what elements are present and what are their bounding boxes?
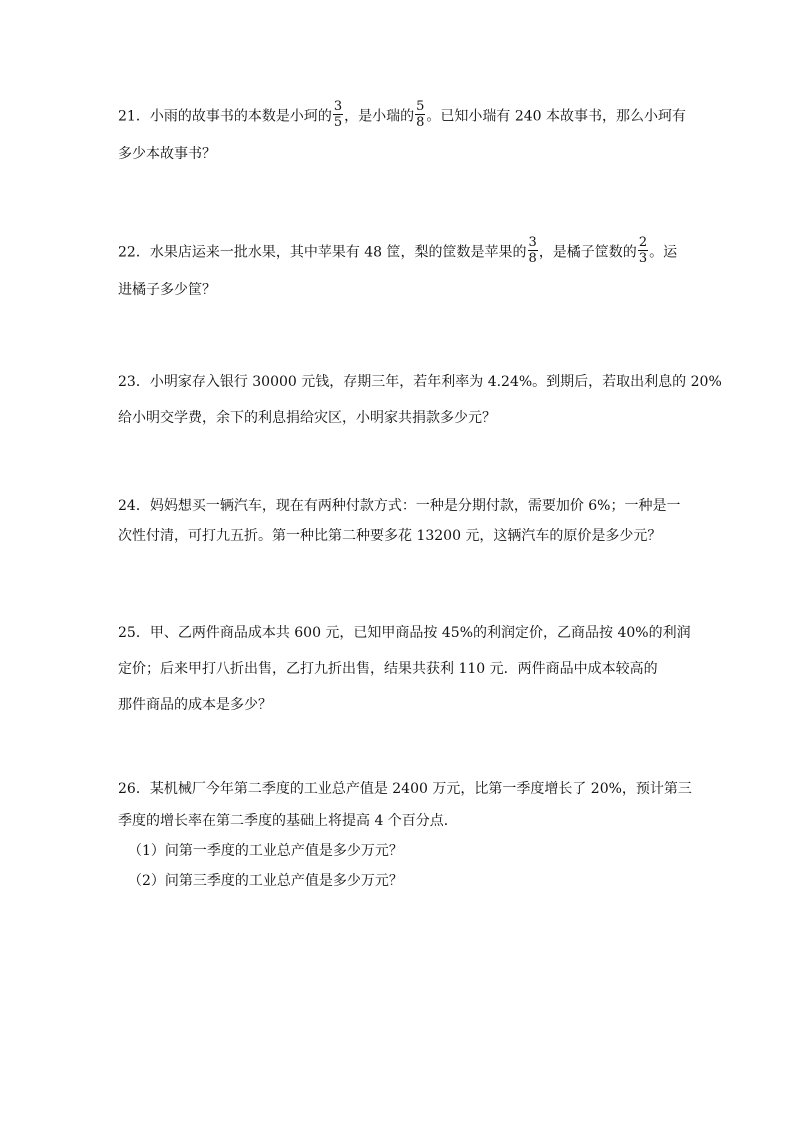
fraction-5-8 xyxy=(415,100,425,129)
problem-21-text-c: 。已知小瑞有 240 本故事书，那么小珂有 xyxy=(426,108,687,125)
fraction-denominator: 3 xyxy=(638,251,648,266)
problem-23-line-2: 给小明交学费，余下的利息捐给灾区，小明家共捐款多少元？ xyxy=(118,410,496,426)
problem-24-line-2: 次性付清，可打九五折。第一种比第二种要多花 13200 元，这辆汽车的原价是多少元？ xyxy=(118,528,662,544)
fraction-2-3 xyxy=(638,236,648,265)
fraction-3-8 xyxy=(528,236,538,265)
fraction-denominator: 8 xyxy=(416,115,425,130)
problem-25-line-2: 定价；后来甲打八折出售，乙打九折出售，结果共获利 110 元．两件商品中成本较高的 xyxy=(118,661,658,677)
fraction-3-5 xyxy=(333,100,343,129)
problem-21-line-1 xyxy=(118,99,687,130)
problem-21-text-d: 多少本故事书？ xyxy=(118,146,216,162)
fraction-numerator: 5 xyxy=(416,99,425,114)
problem-21-text-b: ，是小瑞的 xyxy=(344,108,415,125)
problem-25-line-1: 25．甲、乙两件商品成本共 600 元，已知甲商品按 45%的利润定价，乙商品按 40%的利润 xyxy=(118,625,691,641)
problem-26-subquestion-1: （1）问第一季度的工业总产值是多少万元？ xyxy=(128,843,403,859)
problem-23-line-1: 23．小明家存入银行 30000 元钱，存期三年，若年利率为 4.24%。到期后，若取出利息的 20% xyxy=(118,374,722,390)
fraction-numerator: 3 xyxy=(528,235,537,250)
problem-22-line-2 xyxy=(118,278,216,302)
problem-25-line-3: 那件商品的成本是多少？ xyxy=(118,697,272,713)
problem-26-line-2: 季度的增长率在第二季度的基础上将提高 4 个百分点． xyxy=(118,813,458,829)
problem-22-text-b: ，是橘子筐数的 xyxy=(538,244,637,261)
problem-21-line-2 xyxy=(118,142,216,166)
problem-22-text-c: 。运 xyxy=(649,244,678,261)
problem-24-line-1: 24．妈妈想买一辆汽车，现在有两种付款方式：一种是分期付款，需要加价 6%；一种是一 xyxy=(118,498,681,514)
problem-22-line-1 xyxy=(118,235,678,266)
problem-26-subquestion-2: （2）问第三季度的工业总产值是多少万元？ xyxy=(128,873,403,889)
problem-22-text-d: 进橘子多少筐？ xyxy=(118,282,216,298)
fraction-numerator: 2 xyxy=(638,235,648,250)
problem-26-line-1: 26．某机械厂今年第二季度的工业总产值是 2400 万元，比第一季度增长了 20%，预计第三 xyxy=(118,781,692,797)
fraction-denominator: 5 xyxy=(333,115,343,130)
fraction-numerator: 3 xyxy=(333,99,343,114)
fraction-denominator: 8 xyxy=(528,251,537,266)
problem-21-text-a: 21．小雨的故事书的本数是小珂的 xyxy=(118,108,332,125)
problem-22-text-a: 22．水果店运来一批水果，其中苹果有 48 筐，梨的筐数是苹果的 xyxy=(118,244,527,261)
